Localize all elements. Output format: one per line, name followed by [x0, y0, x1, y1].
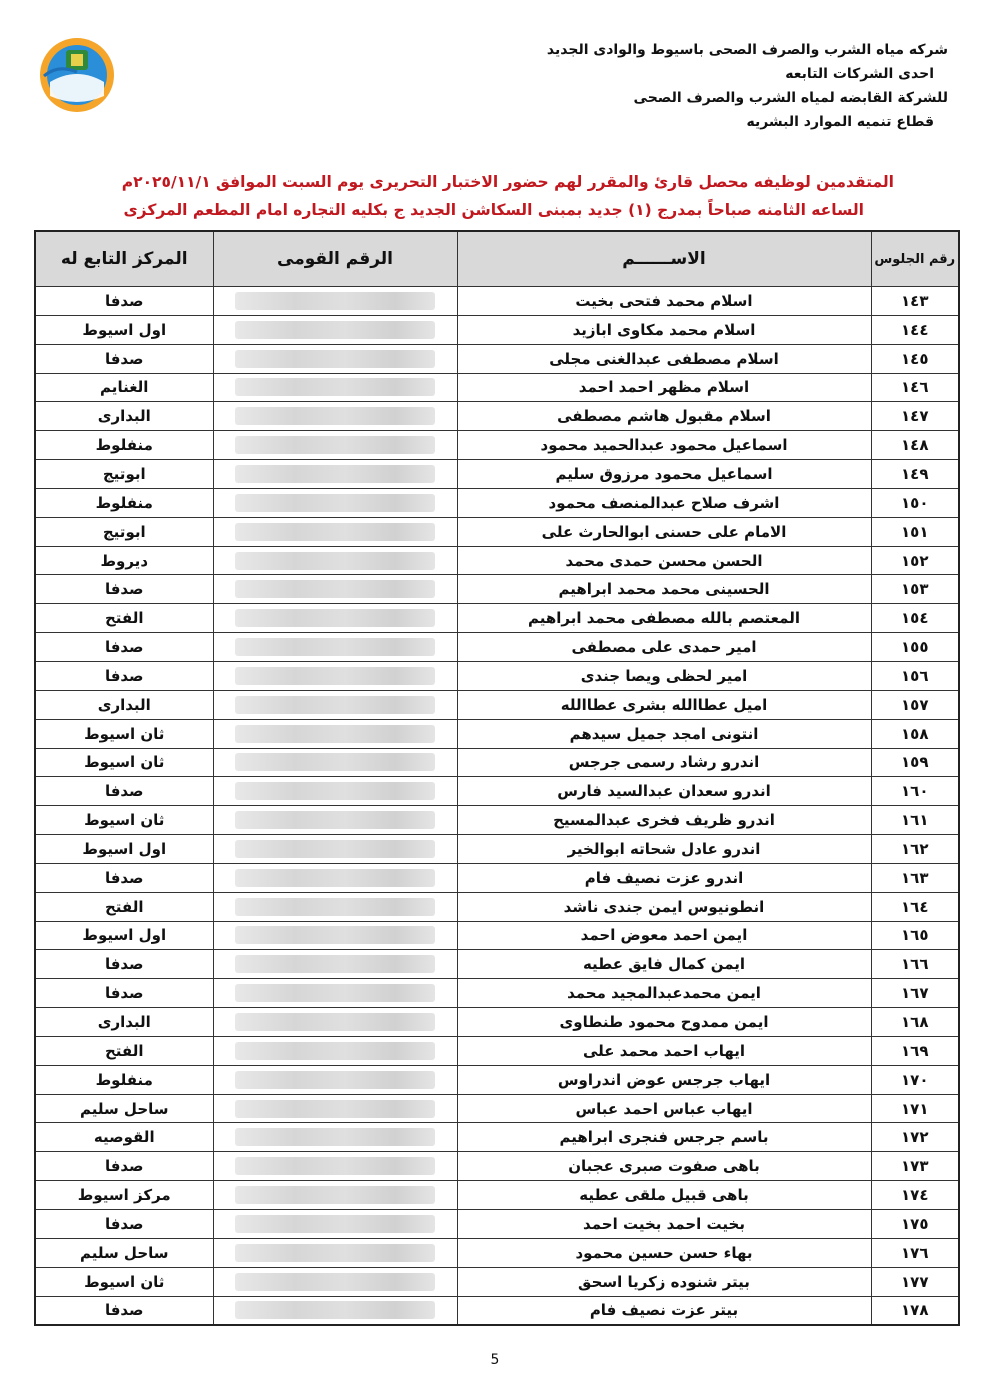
center-cell: ثان اسيوط: [35, 719, 213, 748]
national-id-cell-redacted: [213, 633, 457, 662]
table-row: [35, 719, 959, 748]
center-cell: صدفا: [35, 1210, 213, 1239]
seat-number-cell: ١٥٤: [871, 604, 959, 633]
national-id-cell-redacted: [213, 488, 457, 517]
candidate-name-cell: ايهاب عباس احمد عباس: [457, 1094, 871, 1123]
center-cell: صدفا: [35, 863, 213, 892]
table-row: [35, 1036, 959, 1065]
candidate-name-cell: اسلام محمد مكاوى ابازيد: [457, 315, 871, 344]
candidate-name-cell: اميل عطاالله بشرى عطاالله: [457, 690, 871, 719]
table-row: [35, 661, 959, 690]
redacted-national-id: [235, 292, 435, 310]
candidate-name-cell: اشرف صلاح عبدالمنصف محمود: [457, 488, 871, 517]
candidate-name-cell: اسلام مصطفى عبدالغنى مجلى: [457, 344, 871, 373]
page-number: 5: [490, 1352, 500, 1368]
seat-number-cell: ١٥٩: [871, 748, 959, 777]
table-row: [35, 1152, 959, 1181]
candidate-name-cell: باسم جرجس فنجرى ابراهيم: [457, 1123, 871, 1152]
national-id-cell-redacted: [213, 1094, 457, 1123]
table-row: [35, 517, 959, 546]
national-id-cell-redacted: [213, 431, 457, 460]
redacted-national-id: [235, 1013, 435, 1031]
table-row: [35, 488, 959, 517]
table-row: [35, 546, 959, 575]
redacted-national-id: [235, 1071, 435, 1089]
header-seat-number: رقم الجلوس: [871, 231, 959, 287]
seat-number-cell: ١٧٢: [871, 1123, 959, 1152]
national-id-cell-redacted: [213, 373, 457, 402]
center-cell: صدفا: [35, 979, 213, 1008]
candidate-name-cell: الامام على حسنى ابوالحارث على: [457, 517, 871, 546]
seat-number-cell: ١٦٦: [871, 950, 959, 979]
table-row: [35, 1210, 959, 1239]
center-cell: ساحل سليم: [35, 1238, 213, 1267]
center-cell: صدفا: [35, 575, 213, 604]
table-header-row: [35, 231, 959, 287]
redacted-national-id: [235, 1244, 435, 1262]
seat-number-cell: ١٤٤: [871, 315, 959, 344]
candidate-name-cell: اندرو رشاد رسمى جرجس: [457, 748, 871, 777]
candidate-name-cell: الحسن محسن حمدى محمد: [457, 546, 871, 575]
candidate-name-cell: اسلام مقبول هاشم مصطفى: [457, 402, 871, 431]
table-row: [35, 921, 959, 950]
national-id-cell-redacted: [213, 1296, 457, 1325]
center-cell: الغنايم: [35, 373, 213, 402]
center-cell: ثان اسيوط: [35, 1267, 213, 1296]
candidate-name-cell: اندرو عزت نصيف فام: [457, 863, 871, 892]
center-cell: منفلوط: [35, 431, 213, 460]
center-cell: صدفا: [35, 287, 213, 316]
center-cell: منفلوط: [35, 1065, 213, 1094]
candidate-name-cell: اسماعيل محمود عبدالحميد محمود: [457, 431, 871, 460]
center-cell: اول اسيوط: [35, 835, 213, 864]
national-id-cell-redacted: [213, 950, 457, 979]
table-row: [35, 1267, 959, 1296]
center-cell: صدفا: [35, 344, 213, 373]
national-id-cell-redacted: [213, 1181, 457, 1210]
table-row: [35, 863, 959, 892]
center-cell: منفلوط: [35, 488, 213, 517]
redacted-national-id: [235, 580, 435, 598]
center-cell: الفتح: [35, 604, 213, 633]
redacted-national-id: [235, 1273, 435, 1291]
table-row: [35, 402, 959, 431]
candidate-name-cell: انتونى امجد جميل سيدهم: [457, 719, 871, 748]
redacted-national-id: [235, 725, 435, 743]
table-row: [35, 315, 959, 344]
seat-number-cell: ١٦٠: [871, 777, 959, 806]
seat-number-cell: ١٧١: [871, 1094, 959, 1123]
seat-number-cell: ١٥٣: [871, 575, 959, 604]
redacted-national-id: [235, 782, 435, 800]
center-cell: صدفا: [35, 1152, 213, 1181]
candidate-name-cell: اسلام مظهر احمد احمد: [457, 373, 871, 402]
redacted-national-id: [235, 436, 435, 454]
redacted-national-id: [235, 523, 435, 541]
candidate-name-cell: باهى صفوت صبرى عجبان: [457, 1152, 871, 1181]
center-cell: ديروط: [35, 546, 213, 575]
seat-number-cell: ١٧٦: [871, 1238, 959, 1267]
national-id-cell-redacted: [213, 575, 457, 604]
seat-number-cell: ١٧٥: [871, 1210, 959, 1239]
org-line-3: للشركة القابضه لمياه الشرب والصرف الصحى: [633, 90, 948, 106]
notice-line-2: الساعه الثامنه صباحاً بمدرج (١) جديد بمبنى السكاشن الجديد ج بكليه التجاره امام المطعم المركزى: [123, 201, 864, 219]
org-line-1: شركه مياه الشرب والصرف الصحى باسيوط والوادى الجديد: [546, 42, 948, 58]
candidate-name-cell: ايهاب جرجس عوض اندراوس: [457, 1065, 871, 1094]
center-cell: اول اسيوط: [35, 921, 213, 950]
candidate-name-cell: المعتصم بالله مصطفى محمد ابراهيم: [457, 604, 871, 633]
seat-number-cell: ١٥٧: [871, 690, 959, 719]
seat-number-cell: ١٦٨: [871, 1008, 959, 1037]
organization-header: [528, 38, 948, 134]
candidate-name-cell: بيتر عزت نصيف فام: [457, 1296, 871, 1325]
table-row: [35, 950, 959, 979]
center-cell: صدفا: [35, 777, 213, 806]
national-id-cell-redacted: [213, 661, 457, 690]
seat-number-cell: ١٥٥: [871, 633, 959, 662]
candidate-name-cell: امير حمدى على مصطفى: [457, 633, 871, 662]
national-id-cell-redacted: [213, 1238, 457, 1267]
candidate-name-cell: بيتر شنوده زكريا اسحق: [457, 1267, 871, 1296]
redacted-national-id: [235, 321, 435, 339]
redacted-national-id: [235, 1157, 435, 1175]
seat-number-cell: ١٤٦: [871, 373, 959, 402]
seat-number-cell: ١٥٦: [871, 661, 959, 690]
center-cell: ابوتيج: [35, 517, 213, 546]
candidate-name-cell: اندرو عادل شحاته ابوالخير: [457, 835, 871, 864]
seat-number-cell: ١٦٣: [871, 863, 959, 892]
header-national-id: الرقم القومى: [213, 231, 457, 287]
seat-number-cell: ١٦٢: [871, 835, 959, 864]
redacted-national-id: [235, 667, 435, 685]
seat-number-cell: ١٥٨: [871, 719, 959, 748]
redacted-national-id: [235, 840, 435, 858]
seat-number-cell: ١٦٩: [871, 1036, 959, 1065]
redacted-national-id: [235, 552, 435, 570]
candidate-name-cell: ايهاب احمد محمد على: [457, 1036, 871, 1065]
national-id-cell-redacted: [213, 517, 457, 546]
redacted-national-id: [235, 1100, 435, 1118]
center-cell: اول اسيوط: [35, 315, 213, 344]
candidate-name-cell: اسماعيل محمود مرزوق سليم: [457, 460, 871, 489]
center-cell: البدارى: [35, 1008, 213, 1037]
center-cell: القوصيه: [35, 1123, 213, 1152]
table-row: [35, 604, 959, 633]
redacted-national-id: [235, 811, 435, 829]
national-id-cell-redacted: [213, 1123, 457, 1152]
center-cell: ابوتيج: [35, 460, 213, 489]
seat-number-cell: ١٧٧: [871, 1267, 959, 1296]
center-cell: ثان اسيوط: [35, 806, 213, 835]
seat-number-cell: ١٥١: [871, 517, 959, 546]
redacted-national-id: [235, 609, 435, 627]
redacted-national-id: [235, 984, 435, 1002]
candidate-name-cell: اندرو ظريف فخرى عبدالمسيح: [457, 806, 871, 835]
national-id-cell-redacted: [213, 402, 457, 431]
table-row: [35, 431, 959, 460]
national-id-cell-redacted: [213, 777, 457, 806]
redacted-national-id: [235, 955, 435, 973]
candidate-name-cell: اندرو سعدان عبدالسيد فارس: [457, 777, 871, 806]
seat-number-cell: ١٥٠: [871, 488, 959, 517]
exam-notice: [60, 168, 894, 224]
table-row: [35, 344, 959, 373]
national-id-cell-redacted: [213, 1267, 457, 1296]
table-row: [35, 1181, 959, 1210]
seat-number-cell: ١٤٣: [871, 287, 959, 316]
national-id-cell-redacted: [213, 315, 457, 344]
seat-number-cell: ١٦١: [871, 806, 959, 835]
candidate-name-cell: ايمن ممدوح محمود طنطاوى: [457, 1008, 871, 1037]
candidate-name-cell: ايمن محمدعبدالمجيد محمد: [457, 979, 871, 1008]
center-cell: صدفا: [35, 633, 213, 662]
seat-number-cell: ١٤٨: [871, 431, 959, 460]
national-id-cell-redacted: [213, 1210, 457, 1239]
candidate-name-cell: انطونيوس ايمن جندى ناشد: [457, 892, 871, 921]
table-row: [35, 1008, 959, 1037]
table-row: [35, 1123, 959, 1152]
national-id-cell-redacted: [213, 806, 457, 835]
seat-number-cell: ١٤٩: [871, 460, 959, 489]
seat-number-cell: ١٦٤: [871, 892, 959, 921]
table-row: [35, 690, 959, 719]
national-id-cell-redacted: [213, 748, 457, 777]
seat-number-cell: ١٥٢: [871, 546, 959, 575]
table-row: [35, 575, 959, 604]
header-name: الاســــــم: [457, 231, 871, 287]
table-row: [35, 633, 959, 662]
candidate-name-cell: امير لحظى ويصا جندى: [457, 661, 871, 690]
national-id-cell-redacted: [213, 546, 457, 575]
national-id-cell-redacted: [213, 892, 457, 921]
redacted-national-id: [235, 350, 435, 368]
national-id-cell-redacted: [213, 835, 457, 864]
candidate-name-cell: بخيت احمد بخيت احمد: [457, 1210, 871, 1239]
notice-line-1: المتقدمين لوظيفه محصل قارئ والمقرر لهم حضور الاختبار التحريرى يوم السبت الموافق ٢٠٢٥/١١/١م: [121, 173, 894, 191]
org-line-2: احدى الشركات التابعه: [785, 66, 934, 82]
national-id-cell-redacted: [213, 344, 457, 373]
center-cell: مركز اسيوط: [35, 1181, 213, 1210]
seat-number-cell: ١٧٣: [871, 1152, 959, 1181]
header-center: المركز التابع له: [35, 231, 213, 287]
redacted-national-id: [235, 465, 435, 483]
company-logo-icon: [38, 36, 116, 114]
table-row: [35, 1238, 959, 1267]
national-id-cell-redacted: [213, 287, 457, 316]
seat-number-cell: ١٧٠: [871, 1065, 959, 1094]
table-row: [35, 287, 959, 316]
national-id-cell-redacted: [213, 1008, 457, 1037]
table-row: [35, 806, 959, 835]
national-id-cell-redacted: [213, 863, 457, 892]
table-row: [35, 777, 959, 806]
redacted-national-id: [235, 638, 435, 656]
center-cell: صدفا: [35, 661, 213, 690]
seat-number-cell: ١٤٥: [871, 344, 959, 373]
redacted-national-id: [235, 898, 435, 916]
table-row: [35, 373, 959, 402]
candidates-table: [34, 230, 960, 1326]
redacted-national-id: [235, 494, 435, 512]
center-cell: البدارى: [35, 690, 213, 719]
national-id-cell-redacted: [213, 1065, 457, 1094]
seat-number-cell: ١٦٧: [871, 979, 959, 1008]
candidate-name-cell: ايمن احمد معوض احمد: [457, 921, 871, 950]
org-line-4: قطاع تنميه الموارد البشريه: [746, 114, 934, 130]
redacted-national-id: [235, 753, 435, 771]
candidate-name-cell: بهاء حسن حسين محمود: [457, 1238, 871, 1267]
table-row: [35, 1094, 959, 1123]
table-row: [35, 1296, 959, 1325]
redacted-national-id: [235, 1128, 435, 1146]
candidate-name-cell: باهى قبيل ملقى عطيه: [457, 1181, 871, 1210]
center-cell: ساحل سليم: [35, 1094, 213, 1123]
redacted-national-id: [235, 926, 435, 944]
national-id-cell-redacted: [213, 1036, 457, 1065]
national-id-cell-redacted: [213, 460, 457, 489]
center-cell: صدفا: [35, 950, 213, 979]
candidate-name-cell: ايمن كمال فايق عطيه: [457, 950, 871, 979]
redacted-national-id: [235, 407, 435, 425]
candidate-name-cell: اسلام محمد فتحى بخيت: [457, 287, 871, 316]
redacted-national-id: [235, 696, 435, 714]
table-row: [35, 748, 959, 777]
seat-number-cell: ١٦٥: [871, 921, 959, 950]
redacted-national-id: [235, 1042, 435, 1060]
redacted-national-id: [235, 869, 435, 887]
national-id-cell-redacted: [213, 719, 457, 748]
national-id-cell-redacted: [213, 690, 457, 719]
seat-number-cell: ١٧٨: [871, 1296, 959, 1325]
table-row: [35, 835, 959, 864]
table-row: [35, 892, 959, 921]
table-row: [35, 979, 959, 1008]
center-cell: صدفا: [35, 1296, 213, 1325]
national-id-cell-redacted: [213, 1152, 457, 1181]
seat-number-cell: ١٧٤: [871, 1181, 959, 1210]
redacted-national-id: [235, 1186, 435, 1204]
table-row: [35, 460, 959, 489]
national-id-cell-redacted: [213, 604, 457, 633]
center-cell: الفتح: [35, 1036, 213, 1065]
center-cell: ثان اسيوط: [35, 748, 213, 777]
redacted-national-id: [235, 1301, 435, 1319]
national-id-cell-redacted: [213, 921, 457, 950]
candidate-name-cell: الحسينى محمد محمد ابراهيم: [457, 575, 871, 604]
seat-number-cell: ١٤٧: [871, 402, 959, 431]
center-cell: البدارى: [35, 402, 213, 431]
redacted-national-id: [235, 1215, 435, 1233]
center-cell: الفتح: [35, 892, 213, 921]
table-row: [35, 1065, 959, 1094]
redacted-national-id: [235, 378, 435, 396]
national-id-cell-redacted: [213, 979, 457, 1008]
table-body: [35, 287, 959, 1326]
